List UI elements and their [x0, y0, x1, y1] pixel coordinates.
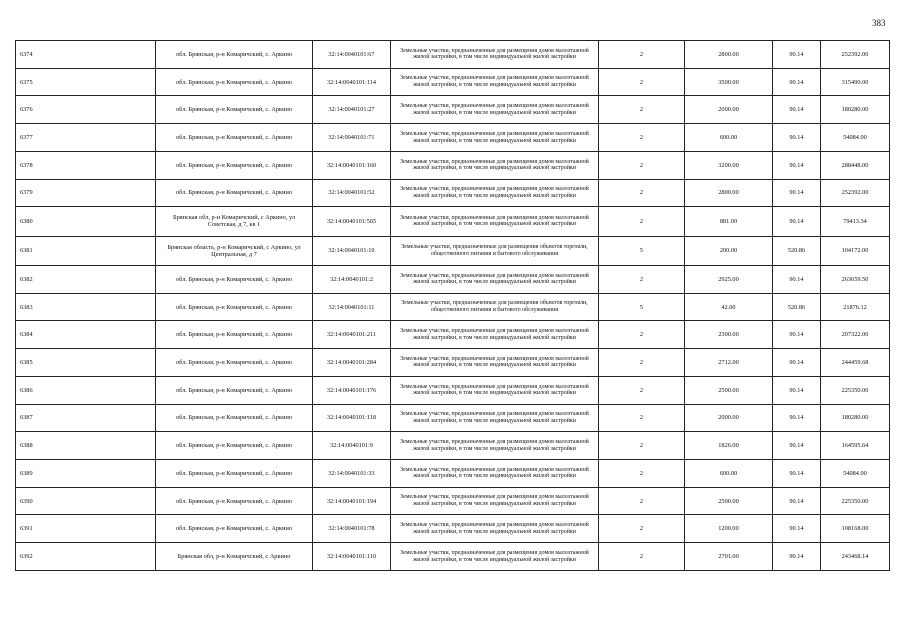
- cell-land-use: Земельные участки, предназначенные для размещения домов малоэтажной жилой застройки, в том числе индивидуальной жилой застройки: [391, 376, 599, 404]
- cell-group: 2: [599, 404, 685, 432]
- cell-cadastral-number: 32:14:0040101:211: [313, 321, 391, 349]
- cell-group: 2: [599, 349, 685, 377]
- table-row: [16, 543, 890, 571]
- cell-area: 42.00: [685, 293, 773, 321]
- cell-address: обл. Брянская, р-н Комаричский, с. Аркино: [156, 293, 313, 321]
- cell-group: 2: [599, 124, 685, 152]
- table-row: [16, 349, 890, 377]
- cell-cadastral-value: 108168.00: [821, 515, 890, 543]
- cell-land-use: Земельные участки, предназначенные для размещения домов малоэтажной жилой застройки, в том числе индивидуальной жилой застройки: [391, 207, 599, 236]
- cell-land-use: Земельные участки, предназначенные для размещения объектов торговли, общественного питания и бытового обслуживания: [391, 236, 599, 265]
- cell-group: 2: [599, 376, 685, 404]
- cell-row-number: 6382: [16, 265, 156, 293]
- cell-row-number: 6378: [16, 151, 156, 179]
- cell-address: обл. Брянская, р-н Комаричский, с. Аркино: [156, 265, 313, 293]
- cell-row-number: 6389: [16, 459, 156, 487]
- cell-specific-value: 90.14: [773, 151, 821, 179]
- cell-land-use: Земельные участки, предназначенные для размещения домов малоэтажной жилой застройки, в том числе индивидуальной жилой застройки: [391, 265, 599, 293]
- cell-land-use: Земельные участки, предназначенные для размещения домов малоэтажной жилой застройки, в том числе индивидуальной жилой застройки: [391, 41, 599, 69]
- table-row: [16, 41, 890, 69]
- cell-row-number: 6376: [16, 96, 156, 124]
- table-row: [16, 265, 890, 293]
- cell-address: обл. Брянская, р-н Комаричский, с. Аркино: [156, 124, 313, 152]
- cell-area: 2500.00: [685, 376, 773, 404]
- cell-specific-value: 90.14: [773, 124, 821, 152]
- table-row: [16, 68, 890, 96]
- cell-group: 2: [599, 207, 685, 236]
- cell-address: обл. Брянская, р-н Комаричский, с. Аркино: [156, 68, 313, 96]
- cell-row-number: 6374: [16, 41, 156, 69]
- cell-address: Брянская обл, р-н Комаричский, с Аркино: [156, 543, 313, 571]
- cell-cadastral-number: 32:14:0040101:194: [313, 487, 391, 515]
- table-row: [16, 124, 890, 152]
- cell-specific-value: 90.14: [773, 487, 821, 515]
- cell-land-use: Земельные участки, предназначенные для размещения домов малоэтажной жилой застройки, в том числе индивидуальной жилой застройки: [391, 124, 599, 152]
- cell-specific-value: 90.14: [773, 543, 821, 571]
- cell-land-use: Земельные участки, предназначенные для размещения объектов торговли, общественного питания и бытового обслуживания: [391, 293, 599, 321]
- cell-area: 2000.00: [685, 96, 773, 124]
- cell-land-use: Земельные участки, предназначенные для размещения домов малоэтажной жилой застройки, в том числе индивидуальной жилой застройки: [391, 96, 599, 124]
- cell-address: обл. Брянская, р-н Комаричский, с. Аркино: [156, 432, 313, 460]
- cell-area: 1200.00: [685, 515, 773, 543]
- cell-cadastral-number: 32:14:0040101:565: [313, 207, 391, 236]
- cell-cadastral-value: 243468.14: [821, 543, 890, 571]
- cell-row-number: 6385: [16, 349, 156, 377]
- cell-land-use: Земельные участки, предназначенные для размещения домов малоэтажной жилой застройки, в том числе индивидуальной жилой застройки: [391, 68, 599, 96]
- cell-specific-value: 90.14: [773, 349, 821, 377]
- cell-cadastral-number: 32:14:0040101:9: [313, 432, 391, 460]
- cell-land-use: Земельные участки, предназначенные для размещения домов малоэтажной жилой застройки, в том числе индивидуальной жилой застройки: [391, 543, 599, 571]
- cell-cadastral-value: 180280.00: [821, 404, 890, 432]
- cell-specific-value: 90.14: [773, 41, 821, 69]
- cell-area: 200.00: [685, 236, 773, 265]
- cell-area: 2500.00: [685, 487, 773, 515]
- cell-land-use: Земельные участки, предназначенные для размещения домов малоэтажной жилой застройки, в том числе индивидуальной жилой застройки: [391, 432, 599, 460]
- cell-area: 2000.00: [685, 404, 773, 432]
- table-row: [16, 404, 890, 432]
- cell-specific-value: 90.14: [773, 265, 821, 293]
- cell-group: 2: [599, 96, 685, 124]
- cell-row-number: 6379: [16, 179, 156, 207]
- cell-group: 2: [599, 41, 685, 69]
- cell-cadastral-number: 32:14:0040101:10: [313, 236, 391, 265]
- cell-address: обл. Брянская, р-н Комаричский, с. Аркино: [156, 96, 313, 124]
- cell-address: Брянская обл, р-н Комаричский, с Аркино, ул Советская, д 7, кв 1: [156, 207, 313, 236]
- cell-cadastral-number: 32:14:0040101:118: [313, 404, 391, 432]
- cell-row-number: 6390: [16, 487, 156, 515]
- cell-group: 2: [599, 543, 685, 571]
- cell-area: 600.00: [685, 459, 773, 487]
- cell-area: 2800.00: [685, 179, 773, 207]
- cell-group: 2: [599, 487, 685, 515]
- cell-group: 5: [599, 293, 685, 321]
- cell-area: 600.00: [685, 124, 773, 152]
- cell-specific-value: 90.14: [773, 515, 821, 543]
- cell-area: 2925.00: [685, 265, 773, 293]
- cell-area: 2712.00: [685, 349, 773, 377]
- cell-row-number: 6380: [16, 207, 156, 236]
- cell-cadastral-value: 252392.00: [821, 41, 890, 69]
- cell-cadastral-number: 32:14:0040101:110: [313, 543, 391, 571]
- cell-address: обл. Брянская, р-н Комаричский, с. Аркино: [156, 151, 313, 179]
- cell-group: 5: [599, 236, 685, 265]
- cell-row-number: 6377: [16, 124, 156, 152]
- cell-address: обл. Брянская, р-н Комаричский, с. Аркино: [156, 515, 313, 543]
- cell-specific-value: 90.14: [773, 459, 821, 487]
- cell-area: 3200.00: [685, 151, 773, 179]
- cell-row-number: 6391: [16, 515, 156, 543]
- cell-area: 2701.00: [685, 543, 773, 571]
- cell-cadastral-value: 244459.68: [821, 349, 890, 377]
- table-row: [16, 376, 890, 404]
- cell-cadastral-number: 32:14:0040101:176: [313, 376, 391, 404]
- table-row: [16, 179, 890, 207]
- cell-group: 2: [599, 515, 685, 543]
- cell-cadastral-value: 207322.00: [821, 321, 890, 349]
- cell-row-number: 6381: [16, 236, 156, 265]
- cell-group: 2: [599, 459, 685, 487]
- cell-land-use: Земельные участки, предназначенные для размещения домов малоэтажной жилой застройки, в том числе индивидуальной жилой застройки: [391, 459, 599, 487]
- cell-cadastral-value: 225350.00: [821, 487, 890, 515]
- cell-group: 2: [599, 151, 685, 179]
- table-row: [16, 236, 890, 265]
- cell-row-number: 6384: [16, 321, 156, 349]
- cell-area: 2300.00: [685, 321, 773, 349]
- page-number: 383: [872, 18, 886, 28]
- cell-group: 2: [599, 432, 685, 460]
- cell-land-use: Земельные участки, предназначенные для размещения домов малоэтажной жилой застройки, в том числе индивидуальной жилой застройки: [391, 515, 599, 543]
- cell-address: Брянская область, р-н Комаричский, с Аркино, ул Центральная, д 7: [156, 236, 313, 265]
- cell-cadastral-value: 164595.64: [821, 432, 890, 460]
- cell-cadastral-number: 32:14:0040101:67: [313, 41, 391, 69]
- cell-land-use: Земельные участки, предназначенные для размещения домов малоэтажной жилой застройки, в том числе индивидуальной жилой застройки: [391, 179, 599, 207]
- cell-row-number: 6375: [16, 68, 156, 96]
- cadastral-value-table: [15, 40, 890, 571]
- cell-land-use: Земельные участки, предназначенные для размещения домов малоэтажной жилой застройки, в том числе индивидуальной жилой застройки: [391, 349, 599, 377]
- cell-group: 2: [599, 68, 685, 96]
- cell-land-use: Земельные участки, предназначенные для размещения домов малоэтажной жилой застройки, в том числе индивидуальной жилой застройки: [391, 404, 599, 432]
- cell-cadastral-number: 32:14:0040101:11: [313, 293, 391, 321]
- cell-row-number: 6392: [16, 543, 156, 571]
- cell-cadastral-number: 32:14:0040101:52: [313, 179, 391, 207]
- cell-specific-value: 90.14: [773, 432, 821, 460]
- cell-specific-value: 90.14: [773, 96, 821, 124]
- cell-cadastral-value: 54084.00: [821, 459, 890, 487]
- cell-land-use: Земельные участки, предназначенные для размещения домов малоэтажной жилой застройки, в том числе индивидуальной жилой застройки: [391, 151, 599, 179]
- cell-row-number: 6388: [16, 432, 156, 460]
- table-row: [16, 151, 890, 179]
- cell-cadastral-number: 32:14:0040101:114: [313, 68, 391, 96]
- cell-address: обл. Брянская, р-н Комаричский, с. Аркино: [156, 376, 313, 404]
- table-body: [16, 41, 890, 571]
- cell-specific-value: 90.14: [773, 68, 821, 96]
- table-row: [16, 515, 890, 543]
- cell-address: обл. Брянская, р-н Комаричский, с. Аркино: [156, 349, 313, 377]
- cell-address: обл. Брянская, р-н Комаричский, с. Аркино: [156, 41, 313, 69]
- cell-cadastral-number: 32:14:0040101:284: [313, 349, 391, 377]
- table-row: [16, 432, 890, 460]
- cell-cadastral-number: 32:14:0040101:33: [313, 459, 391, 487]
- cell-specific-value: 520.86: [773, 293, 821, 321]
- cell-area: 881.00: [685, 207, 773, 236]
- cell-cadastral-value: 21876.12: [821, 293, 890, 321]
- cell-cadastral-value: 54084.00: [821, 124, 890, 152]
- cell-cadastral-value: 104172.00: [821, 236, 890, 265]
- cell-area: 1826.00: [685, 432, 773, 460]
- cell-address: обл. Брянская, р-н Комаричский, с. Аркино: [156, 487, 313, 515]
- cell-cadastral-value: 263659.50: [821, 265, 890, 293]
- table-row: [16, 459, 890, 487]
- cell-address: обл. Брянская, р-н Комаричский, с. Аркино: [156, 459, 313, 487]
- table-row: [16, 487, 890, 515]
- cell-cadastral-value: 252392.00: [821, 179, 890, 207]
- cell-land-use: Земельные участки, предназначенные для размещения домов малоэтажной жилой застройки, в том числе индивидуальной жилой застройки: [391, 487, 599, 515]
- cell-address: обл. Брянская, р-н Комаричский, с. Аркино: [156, 404, 313, 432]
- cell-address: обл. Брянская, р-н Комаричский, с. Аркино: [156, 179, 313, 207]
- cell-specific-value: 90.14: [773, 376, 821, 404]
- cell-specific-value: 520.86: [773, 236, 821, 265]
- table-row: [16, 321, 890, 349]
- cell-address: обл. Брянская, р-н Комаричский, с. Аркино: [156, 321, 313, 349]
- cell-row-number: 6387: [16, 404, 156, 432]
- cell-cadastral-number: 32:14:0040101:27: [313, 96, 391, 124]
- cell-cadastral-value: 288448.00: [821, 151, 890, 179]
- cell-specific-value: 90.14: [773, 207, 821, 236]
- cell-specific-value: 90.14: [773, 321, 821, 349]
- table-row: [16, 293, 890, 321]
- table-row: [16, 96, 890, 124]
- cell-area: 3500.00: [685, 68, 773, 96]
- cell-cadastral-value: 315490.00: [821, 68, 890, 96]
- cell-cadastral-number: 32:14:0040101:78: [313, 515, 391, 543]
- cell-specific-value: 90.14: [773, 179, 821, 207]
- cell-specific-value: 90.14: [773, 404, 821, 432]
- cell-area: 2800.00: [685, 41, 773, 69]
- cell-cadastral-value: 225350.00: [821, 376, 890, 404]
- cell-row-number: 6383: [16, 293, 156, 321]
- table-row: [16, 207, 890, 236]
- cell-land-use: Земельные участки, предназначенные для размещения домов малоэтажной жилой застройки, в том числе индивидуальной жилой застройки: [391, 321, 599, 349]
- cell-row-number: 6386: [16, 376, 156, 404]
- cell-cadastral-value: 180280.00: [821, 96, 890, 124]
- cell-group: 2: [599, 179, 685, 207]
- cell-cadastral-value: 79413.34: [821, 207, 890, 236]
- cell-group: 2: [599, 321, 685, 349]
- cell-group: 2: [599, 265, 685, 293]
- cell-cadastral-number: 32:14:0040101:160: [313, 151, 391, 179]
- cell-cadastral-number: 32:14:0040101:2: [313, 265, 391, 293]
- cell-cadastral-number: 32:14:0040101:71: [313, 124, 391, 152]
